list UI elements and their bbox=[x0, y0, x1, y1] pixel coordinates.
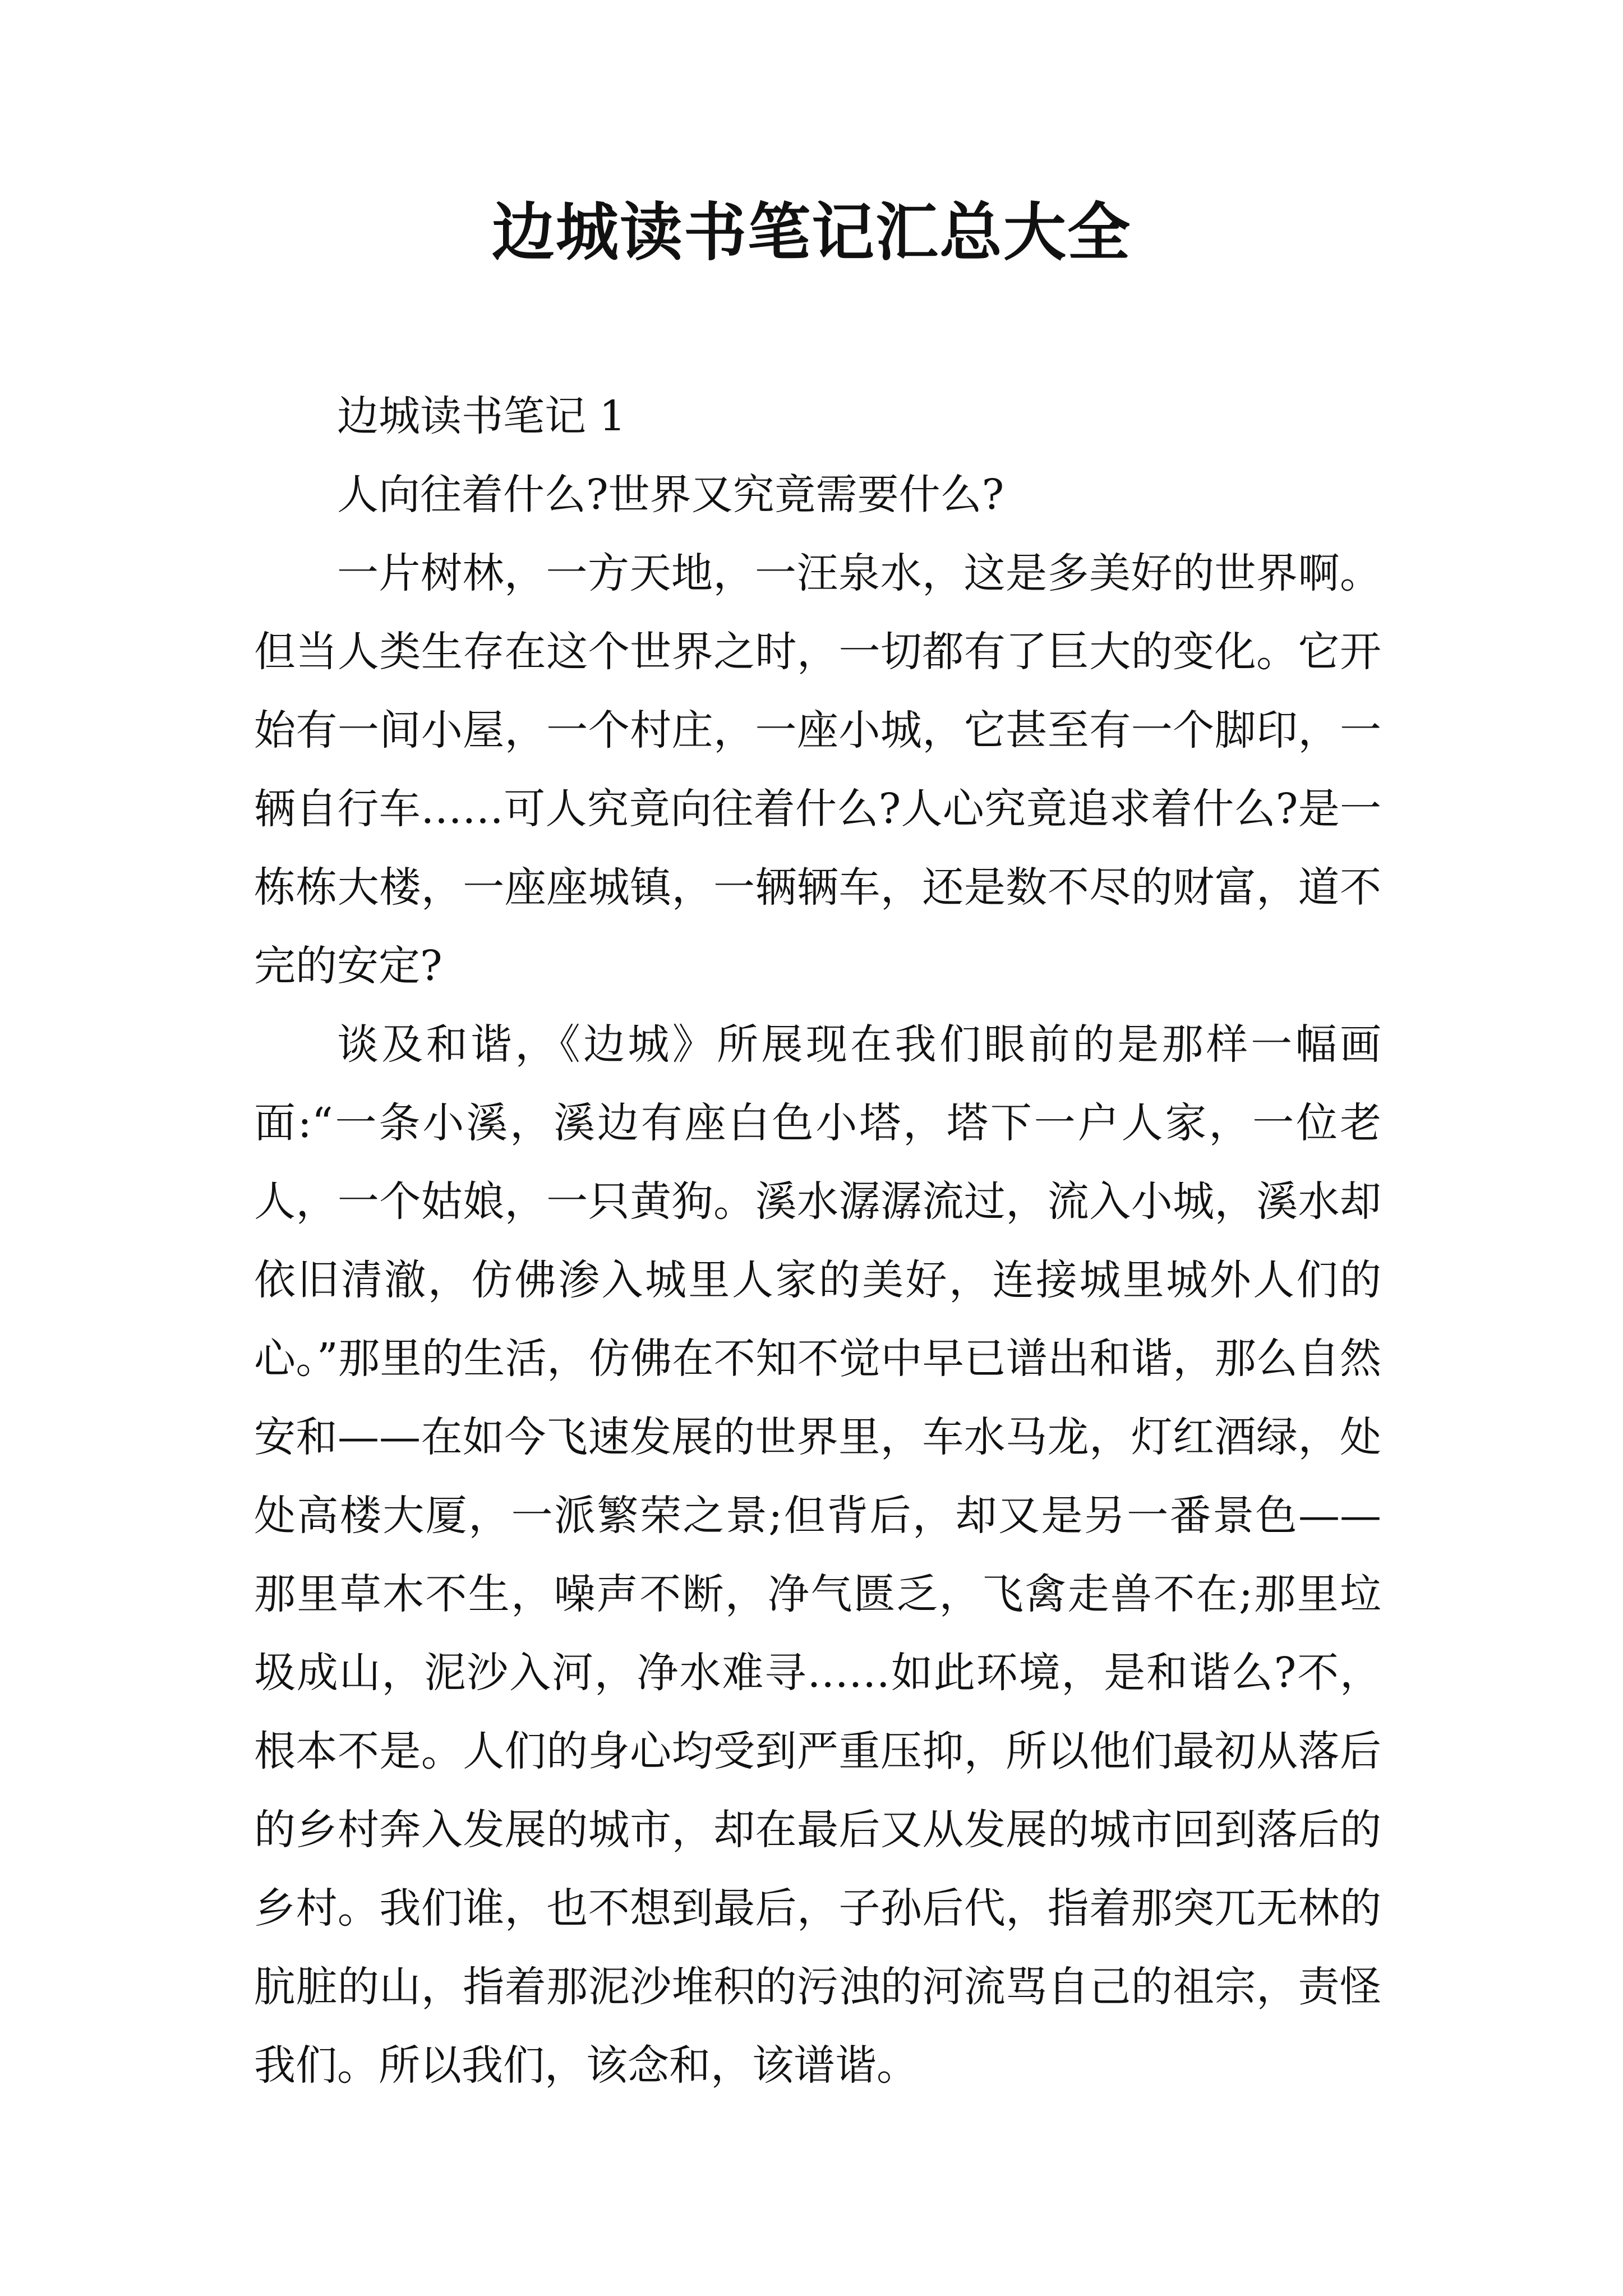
document-body bbox=[254, 377, 1381, 2105]
paragraph-3: 谈及和谐，《边城》所展现在我们眼前的是那样一幅画面:“一条小溪，溪边有座白色小塔，塔下一户人家，一位老人，一个姑娘，一只黄狗。溪水潺潺流过，流入小城，溪水却依旧清澈，仿佛渗入城里人家的美好，连接城里城外人们的心。”那里的生活，仿佛在不知不觉中早已谱出和谐，那么自然安和——在如今飞速发展的世界里，车水马龙，灯红酒绿，处处高楼大厦，一派繁荣之景;但背后，却又是另一番景色——那里草木不生，噪声不断，净气匮乏，飞禽走兽不在;那里垃圾成山，泥沙入河，净水难寻……如此环境，是和谐么?不，根本不是。人们的身心均受到严重压抑，所以他们最初从落后的乡村奔入发展的城市，却在最后又从发展的城市回到落后的乡村。我们谁，也不想到最后，子孙后代，指着那突兀无林的肮脏的山，指着那泥沙堆积的污浊的河流骂自己的祖宗，责怪我们。所以我们，该念和，该谱谐。 bbox=[254, 1020, 1381, 2090]
paragraph-1: 人向往着什么?世界又究竟需要什么? bbox=[337, 471, 1004, 519]
section-heading: 边城读书笔记 1 bbox=[337, 392, 626, 440]
document-title: 边城读书笔记汇总大全 bbox=[492, 196, 1131, 269]
paragraph-2: 一片树林，一方天地，一汪泉水，这是多美好的世界啊。但当人类生存在这个世界之时，一切都有了巨大的变化。它开始有一间小屋，一个村庄，一座小城，它甚至有一个脚印，一辆自行车……可人究竟向往着什么?人心究竟追求着什么?是一栋栋大楼，一座座城镇，一辆辆车，还是数不尽的财富，道不完的安定? bbox=[254, 549, 1381, 990]
